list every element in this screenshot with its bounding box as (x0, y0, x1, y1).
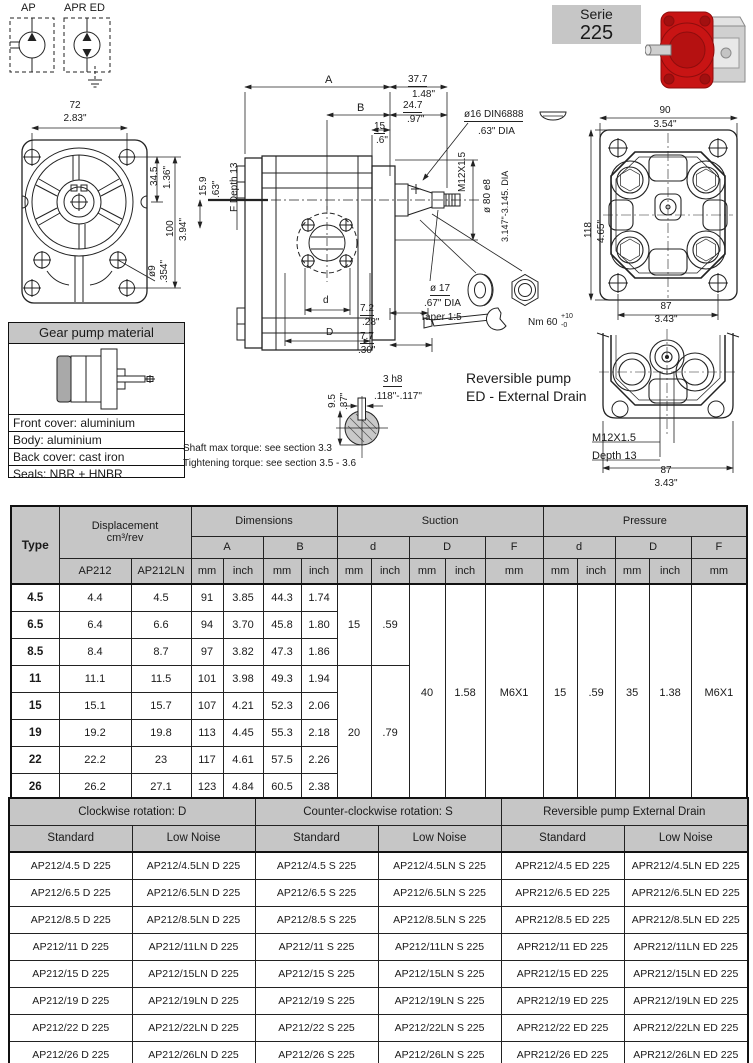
apr-ed-symbol-label: APR ED (64, 2, 105, 14)
col-header-ap212ln: AP212LN (131, 558, 191, 584)
dim-159-mm: 15.9 (198, 176, 209, 196)
dim-d-label: d (323, 295, 329, 306)
spec-suction-f: M6X1 (485, 584, 543, 801)
col-header-suction-d: d (337, 536, 409, 558)
rev-port-depth-label: Depth 13 (592, 450, 637, 462)
rear-height-in: 4.65" (596, 219, 607, 243)
col-header-suction-cap-d: D (409, 536, 485, 558)
col-header-displacement (59, 506, 191, 558)
spec-a-mm: 97 (191, 639, 223, 666)
taper-label: Taper 1:5 (420, 312, 462, 323)
spec-ap212: 26.2 (59, 774, 131, 802)
key-height-mm: 9.5 (327, 394, 338, 408)
model-cw-low-noise: AP212/26LN D 225 (132, 1042, 255, 1063)
model-ccw-standard: AP212/8.5 S 225 (255, 907, 378, 934)
spec-b-mm: 57.5 (263, 747, 301, 774)
washer-icon (468, 274, 493, 306)
unit-inch: inch (223, 558, 263, 584)
dim-72-in: .28" (362, 317, 380, 328)
spec-ap212: 11.1 (59, 666, 131, 693)
spec-ap212ln: 15.7 (131, 693, 191, 720)
model-ccw-standard: AP212/11 S 225 (255, 934, 378, 961)
unit-inch: inch (371, 558, 409, 584)
ap-symbol-label: AP (21, 2, 36, 14)
dim-77-in: .30" (358, 345, 376, 356)
spec-ap212: 22.2 (59, 747, 131, 774)
model-rev-low-noise: APR212/4.5LN ED 225 (624, 852, 748, 880)
model-cw-standard: AP212/4.5 D 225 (9, 852, 132, 880)
material-box-title: Gear pump material (9, 323, 184, 344)
spec-b-inch: 2.06 (301, 693, 337, 720)
pilot-dia-in: 3.147"-3.145. DIA (500, 170, 510, 242)
spec-b-inch: 1.94 (301, 666, 337, 693)
f-depth-label: F Depth 13 (229, 162, 240, 212)
spec-ap212: 8.4 (59, 639, 131, 666)
spec-ap212ln: 11.5 (131, 666, 191, 693)
spec-pressure-d-mm: 15 (543, 584, 577, 801)
model-cw-low-noise: AP212/22LN D 225 (132, 1015, 255, 1042)
model-row (9, 934, 748, 961)
spec-b-mm: 52.3 (263, 693, 301, 720)
shaft-dia-in: .67" DIA (424, 298, 461, 309)
front-width-in: 2.83" (63, 113, 87, 124)
spec-pressure-f: M6X1 (691, 584, 747, 801)
spec-type: 22 (11, 747, 59, 774)
spec-ap212: 19.2 (59, 720, 131, 747)
col-header-b: B (263, 536, 337, 558)
reversible-pump-caption-line2: ED - External Drain (466, 388, 587, 405)
key-height-in: .37" (339, 392, 350, 410)
model-row (9, 907, 748, 934)
model-cw-standard: AP212/19 D 225 (9, 988, 132, 1015)
model-ccw-low-noise: AP212/6.5LN S 225 (378, 880, 501, 907)
spec-a-mm: 107 (191, 693, 223, 720)
front-hole-dia-mm: ø9 (147, 265, 158, 277)
front-hole-dia-in: .354" (159, 259, 170, 283)
rev-port-thread-label: M12X1.5 (592, 432, 637, 444)
model-row (9, 988, 748, 1015)
model-rev-standard: APR212/4.5 ED 225 (501, 852, 624, 880)
model-ccw-standard: AP212/26 S 225 (255, 1042, 378, 1063)
spec-b-mm: 45.8 (263, 612, 301, 639)
front-width-mm: 72 (69, 100, 81, 111)
model-ccw-standard: AP212/22 S 225 (255, 1015, 378, 1042)
spec-a-mm: 113 (191, 720, 223, 747)
spec-a-inch: 3.85 (223, 584, 263, 612)
spec-type: 4.5 (11, 584, 59, 612)
torque-tol-plus: +10 (561, 313, 573, 320)
rear-bolt-span-in: 3.43" (654, 314, 678, 325)
model-rev-standard: APR212/6.5 ED 225 (501, 880, 624, 907)
spec-ap212ln: 23 (131, 747, 191, 774)
spec-a-mm: 91 (191, 584, 223, 612)
spec-type: 15 (11, 693, 59, 720)
spec-a-inch: 4.45 (223, 720, 263, 747)
dim-72-mm: 7.2 (360, 303, 374, 314)
spec-b-inch: 1.80 (301, 612, 337, 639)
spec-type: 6.5 (11, 612, 59, 639)
spec-ap212ln: 8.7 (131, 639, 191, 666)
unit-mm: mm (191, 558, 223, 584)
spec-ap212ln: 6.6 (131, 612, 191, 639)
model-ccw-low-noise: AP212/11LN S 225 (378, 934, 501, 961)
spec-suction-d-inch: .59 (371, 584, 409, 666)
dim-15-mm: 15 (374, 121, 386, 132)
unit-mm: mm (543, 558, 577, 584)
col-header-dimensions: Dimensions (191, 506, 337, 536)
spec-suction-d-mm: 15 (337, 584, 371, 666)
spec-a-mm: 117 (191, 747, 223, 774)
shaft-thread-label: M12X1.5 (457, 151, 468, 192)
model-ccw-low-noise: AP212/26LN S 225 (378, 1042, 501, 1063)
col-header-suction-f: F (485, 536, 543, 558)
unit-inch: inch (301, 558, 337, 584)
spec-a-inch: 3.82 (223, 639, 263, 666)
model-cw-low-noise: AP212/19LN D 225 (132, 988, 255, 1015)
spec-b-mm: 49.3 (263, 666, 301, 693)
series-number: 225 (579, 22, 614, 45)
spec-type: 19 (11, 720, 59, 747)
dim-247-mm: 24.7 (403, 100, 423, 111)
model-ccw-standard: AP212/15 S 225 (255, 961, 378, 988)
spec-type: 8.5 (11, 639, 59, 666)
spec-b-inch: 1.74 (301, 584, 337, 612)
front-offset-in: 1.36" (162, 165, 173, 189)
model-rev-low-noise: APR212/19LN ED 225 (624, 988, 748, 1015)
spec-b-mm: 44.3 (263, 584, 301, 612)
dim-377-mm: 37.7 (408, 74, 428, 85)
side-view-drawing (180, 68, 600, 480)
displacement-unit: cm³/rev (106, 532, 144, 545)
col-header-pressure-f: F (691, 536, 747, 558)
model-cw-low-noise: AP212/15LN D 225 (132, 961, 255, 988)
material-pump-illustration (9, 344, 184, 414)
reversible-pump-caption-line1: Reversible pump (466, 370, 572, 386)
group-header-counter-clockwise: Counter-clockwise rotation: S (255, 798, 501, 825)
spec-ap212ln: 19.8 (131, 720, 191, 747)
model-rev-low-noise: APR212/15LN ED 225 (624, 961, 748, 988)
spec-b-mm: 55.3 (263, 720, 301, 747)
model-cw-low-noise: AP212/8.5LN D 225 (132, 907, 255, 934)
spec-ap212ln: 27.1 (131, 774, 191, 802)
subheader-low-noise: Low Noise (624, 825, 748, 852)
spec-b-mm: 47.3 (263, 639, 301, 666)
group-header-clockwise: Clockwise rotation: D (9, 798, 255, 825)
apr-ed-pump-symbol-icon (62, 14, 116, 92)
model-rev-low-noise: APR212/6.5LN ED 225 (624, 880, 748, 907)
reversible-pump-caption (466, 369, 587, 405)
model-ccw-standard: AP212/4.5 S 225 (255, 852, 378, 880)
model-cw-low-noise: AP212/11LN D 225 (132, 934, 255, 961)
spec-a-mm: 101 (191, 666, 223, 693)
spec-a-inch: 4.84 (223, 774, 263, 802)
col-header-a: A (191, 536, 263, 558)
col-header-pressure: Pressure (543, 506, 747, 536)
dim-377-in: 1.48" (412, 89, 436, 100)
model-cw-standard: AP212/8.5 D 225 (9, 907, 132, 934)
spec-ap212: 4.4 (59, 584, 131, 612)
key-din-label: ø16 DIN6888 (464, 109, 524, 120)
model-ccw-standard: AP212/19 S 225 (255, 988, 378, 1015)
model-ccw-low-noise: AP212/15LN S 225 (378, 961, 501, 988)
front-view-drawing (5, 95, 195, 320)
spec-type: 11 (11, 666, 59, 693)
material-box (8, 322, 185, 481)
spec-b-inch: 1.86 (301, 639, 337, 666)
spec-a-mm: 123 (191, 774, 223, 802)
model-numbers-table (8, 797, 749, 1063)
model-rev-low-noise: APR212/11LN ED 225 (624, 934, 748, 961)
model-ccw-low-noise: AP212/22LN S 225 (378, 1015, 501, 1042)
model-cw-low-noise: AP212/6.5LN D 225 (132, 880, 255, 907)
ap-pump-symbol-icon (8, 14, 56, 76)
dim-159-in: .63" (211, 180, 222, 198)
spec-suction-D-mm: 40 (409, 584, 445, 801)
rear-height-mm: 118 (583, 222, 594, 238)
rear-view-drawing (583, 100, 753, 335)
pilot-dia-mm: ø 80 e8 (482, 179, 493, 213)
model-ccw-low-noise: AP212/8.5LN S 225 (378, 907, 501, 934)
col-header-pressure-d: d (543, 536, 615, 558)
woodruff-key-icon (540, 112, 566, 120)
unit-inch: inch (649, 558, 691, 584)
torque-label: Nm 60 (528, 317, 558, 328)
spec-type: 26 (11, 774, 59, 802)
spec-suction-D-inch: 1.58 (445, 584, 485, 801)
spec-a-inch: 4.21 (223, 693, 263, 720)
rear-width-in: 3.54" (653, 119, 677, 130)
model-rev-standard: APR212/22 ED 225 (501, 1015, 624, 1042)
unit-mm: mm (691, 558, 747, 584)
pump-product-image (645, 4, 753, 94)
model-row (9, 1015, 748, 1042)
subheader-standard: Standard (501, 825, 624, 852)
spec-a-mm: 94 (191, 612, 223, 639)
rev-bolt-span-mm: 87 (660, 465, 672, 476)
shaft-torque-note: Shaft max torque: see section 3.3 (183, 443, 332, 454)
model-ccw-low-noise: AP212/19LN S 225 (378, 988, 501, 1015)
spec-row-4.5 (11, 584, 747, 612)
model-cw-standard: AP212/11 D 225 (9, 934, 132, 961)
dim-77-mm: 7.7 (360, 331, 374, 342)
unit-mm: mm (615, 558, 649, 584)
spec-suction-d-inch: .79 (371, 666, 409, 802)
spec-b-inch: 2.18 (301, 720, 337, 747)
model-rev-standard: APR212/19 ED 225 (501, 988, 624, 1015)
spec-a-inch: 4.61 (223, 747, 263, 774)
model-row (9, 852, 748, 880)
model-cw-standard: AP212/26 D 225 (9, 1042, 132, 1063)
model-row (9, 1042, 748, 1063)
model-rev-standard: APR212/26 ED 225 (501, 1042, 624, 1063)
specifications-table (10, 505, 748, 802)
dim-b-label: B (357, 102, 365, 114)
key-width-in: .118"-.117" (374, 391, 422, 402)
model-ccw-low-noise: AP212/4.5LN S 225 (378, 852, 501, 880)
unit-mm: mm (263, 558, 301, 584)
model-rev-low-noise: APR212/26LN ED 225 (624, 1042, 748, 1063)
spec-suction-d-mm: 20 (337, 666, 371, 802)
col-header-suction: Suction (337, 506, 543, 536)
col-header-pressure-cap-d: D (615, 536, 691, 558)
model-ccw-standard: AP212/6.5 S 225 (255, 880, 378, 907)
group-header-reversible: Reversible pump External Drain (501, 798, 748, 825)
model-cw-standard: AP212/15 D 225 (9, 961, 132, 988)
col-header-type: Type (11, 506, 59, 584)
spec-ap212ln: 4.5 (131, 584, 191, 612)
model-rev-low-noise: APR212/8.5LN ED 225 (624, 907, 748, 934)
unit-inch: inch (445, 558, 485, 584)
spec-ap212: 6.4 (59, 612, 131, 639)
model-rev-standard: APR212/11 ED 225 (501, 934, 624, 961)
model-cw-low-noise: AP212/4.5LN D 225 (132, 852, 255, 880)
rear-bolt-span-mm: 87 (660, 301, 672, 312)
shaft-dia-mm: ø 17 (430, 283, 451, 294)
rev-bolt-span-in: 3.43" (654, 478, 678, 489)
unit-mm: mm (409, 558, 445, 584)
torque-tol-minus: -0 (561, 322, 568, 329)
front-height-mm: 100 (165, 220, 176, 237)
unit-inch: inch (577, 558, 615, 584)
model-cw-standard: AP212/6.5 D 225 (9, 880, 132, 907)
material-body: Body: aluminium (9, 431, 184, 448)
subheader-standard: Standard (9, 825, 132, 852)
spec-b-mm: 60.5 (263, 774, 301, 802)
spec-pressure-D-mm: 35 (615, 584, 649, 801)
spec-a-inch: 3.70 (223, 612, 263, 639)
key-width-mm: 3 h8 (383, 374, 403, 385)
unit-mm: mm (485, 558, 543, 584)
model-row (9, 961, 748, 988)
subheader-low-noise: Low Noise (132, 825, 255, 852)
material-seals: Seals: NBR + HNBR (9, 465, 184, 482)
model-rev-low-noise: APR212/22LN ED 225 (624, 1015, 748, 1042)
dim-247-in: .97" (407, 114, 425, 125)
material-front-cover: Front cover: aluminium (9, 414, 184, 431)
dim-cap-d-label: D (326, 327, 334, 338)
spec-b-inch: 2.26 (301, 747, 337, 774)
col-header-ap212: AP212 (59, 558, 131, 584)
key-dia-label: .63" DIA (478, 126, 515, 137)
rear-width-mm: 90 (659, 105, 671, 116)
subheader-standard: Standard (255, 825, 378, 852)
spec-pressure-d-inch: .59 (577, 584, 615, 801)
model-rev-standard: APR212/15 ED 225 (501, 961, 624, 988)
dim-a-label: A (325, 74, 333, 86)
front-height-in: 3.94" (178, 217, 189, 241)
front-offset-mm: 34.5 (149, 166, 160, 186)
spec-a-inch: 3.98 (223, 666, 263, 693)
series-badge (552, 5, 641, 44)
dim-15-in: .6" (376, 135, 388, 146)
model-row (9, 880, 748, 907)
displacement-label: Displacement (91, 520, 159, 533)
material-back-cover: Back cover: cast iron (9, 448, 184, 465)
spec-pressure-D-inch: 1.38 (649, 584, 691, 801)
subheader-low-noise: Low Noise (378, 825, 501, 852)
spec-b-inch: 2.38 (301, 774, 337, 802)
nut-icon (512, 275, 538, 306)
series-label: Serie (580, 6, 613, 22)
model-rev-standard: APR212/8.5 ED 225 (501, 907, 624, 934)
model-cw-standard: AP212/22 D 225 (9, 1015, 132, 1042)
unit-mm: mm (337, 558, 371, 584)
tightening-torque-note: Tightening torque: see section 3.5 - 3.6 (183, 458, 357, 469)
spec-ap212: 15.1 (59, 693, 131, 720)
